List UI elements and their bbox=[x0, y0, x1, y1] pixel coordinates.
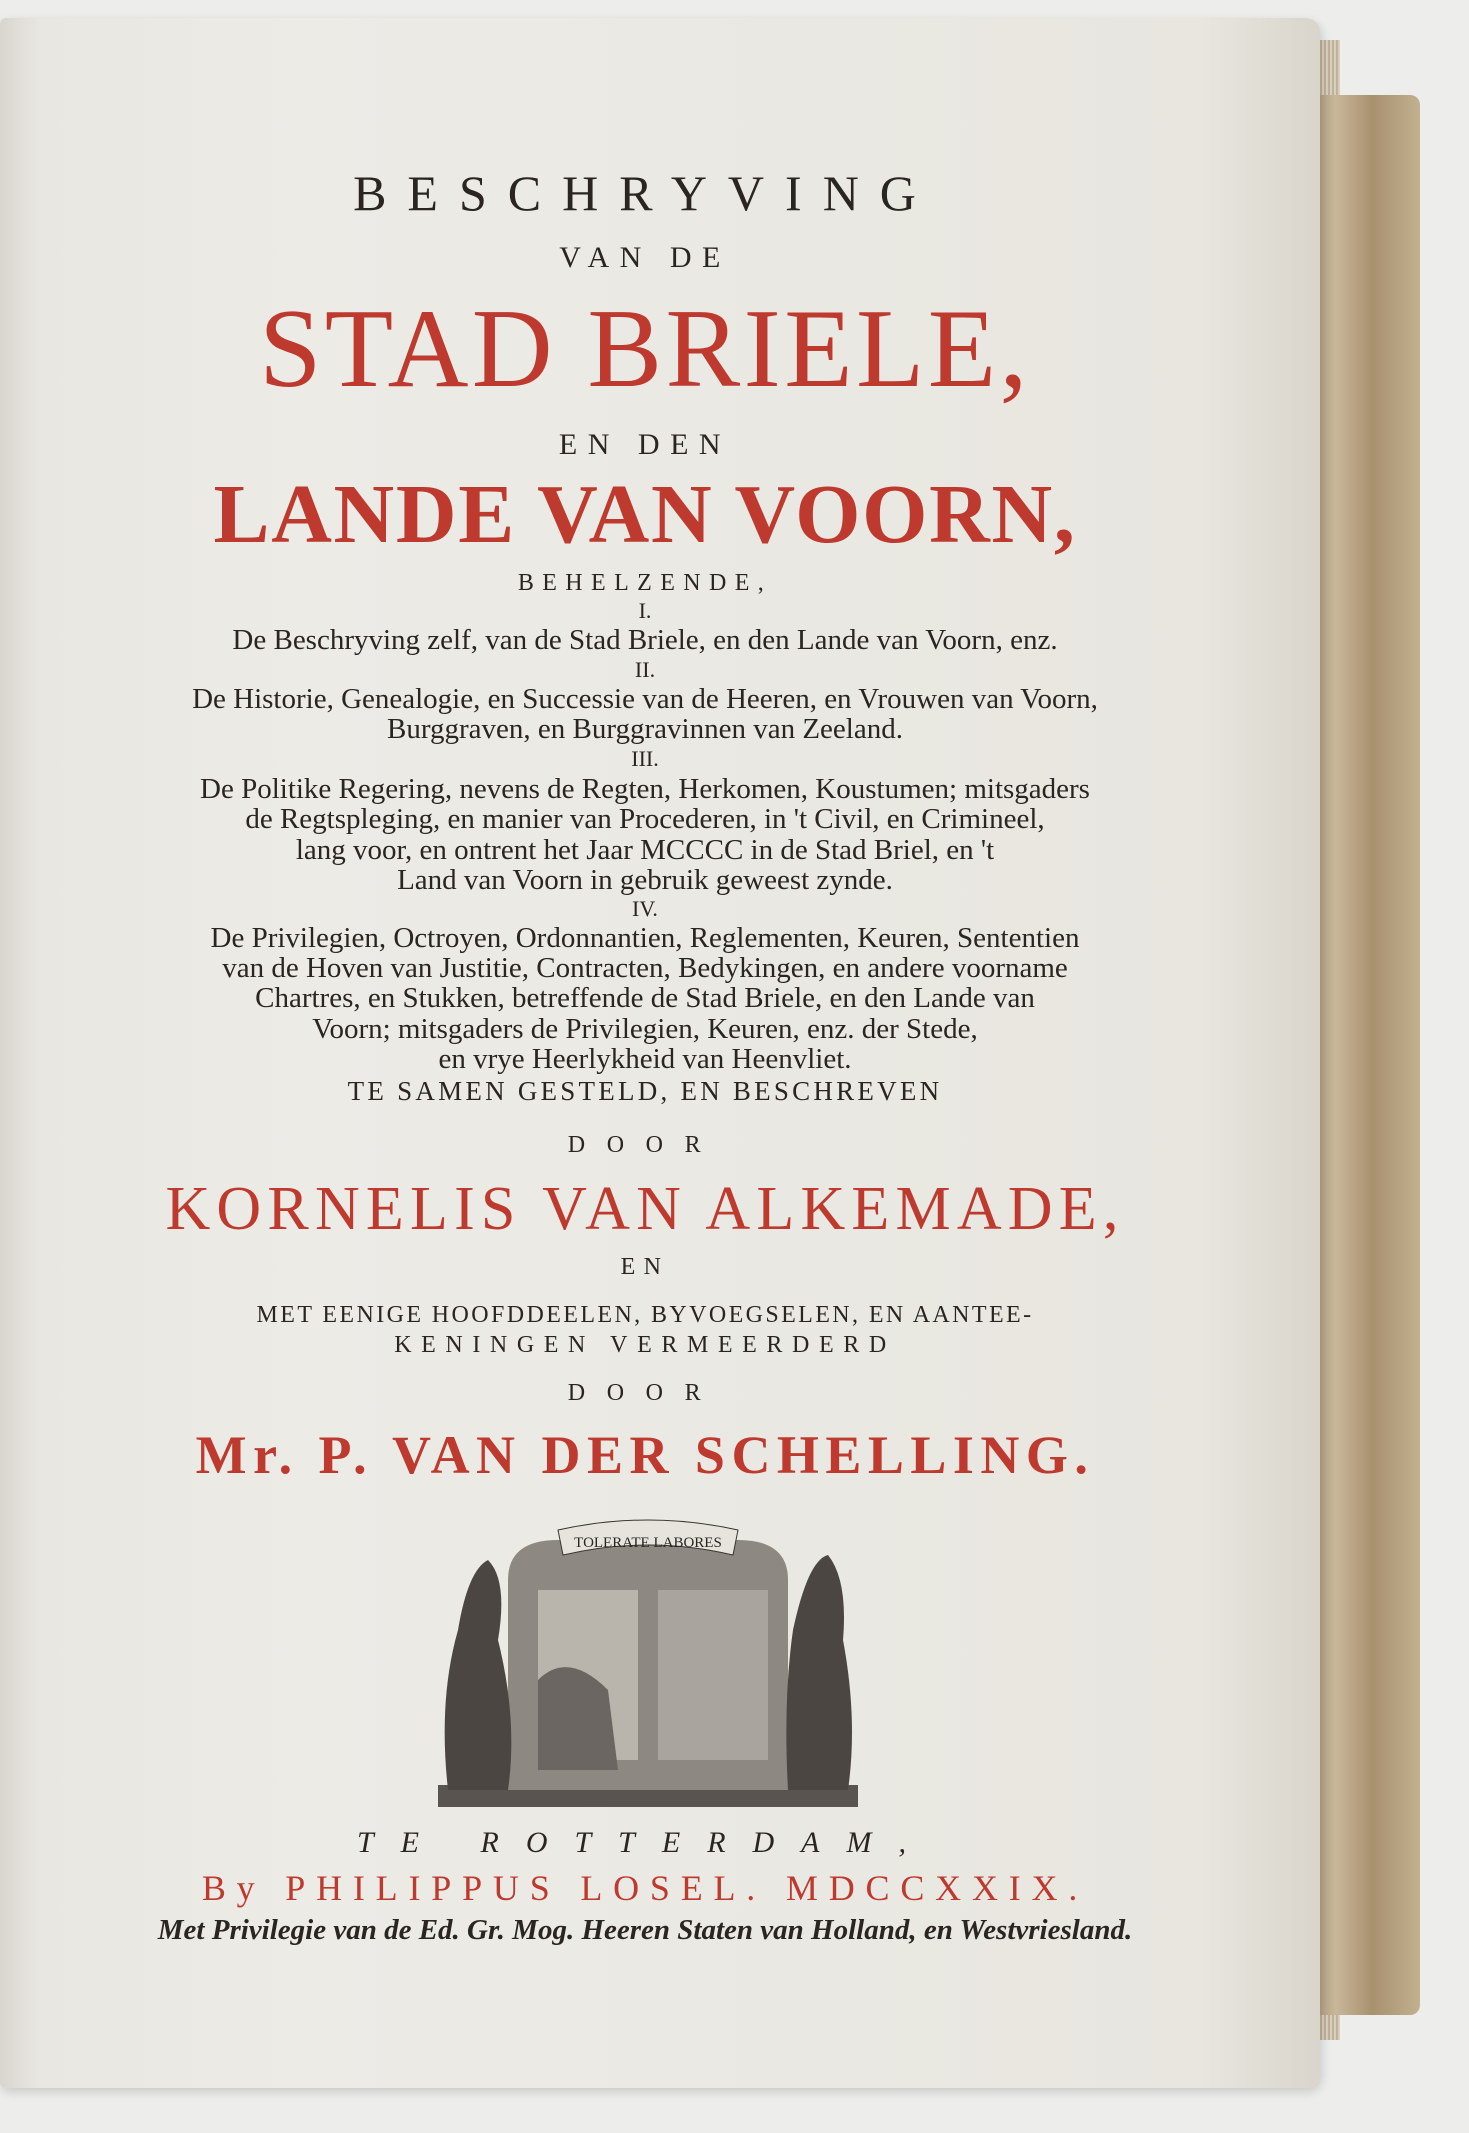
door-label: DOOR bbox=[567, 1380, 723, 1406]
author-schelling: Mr. P. VAN DER SCHELLING. bbox=[195, 1425, 1095, 1485]
additions-line: KENINGEN VERMEERDERD bbox=[394, 1332, 896, 1358]
section-line: Chartres, en Stukken, betreffende de Stad Briele, en den Lande van bbox=[255, 982, 1035, 1014]
section-line: lang voor, en ontrent het Jaar MCCCC in de Stad Briel, en 't bbox=[295, 834, 995, 866]
title-van-de: VAN DE bbox=[559, 241, 731, 274]
section-line: Burggraven, en Burggravinnen van Zeeland. bbox=[387, 713, 903, 745]
section-line: De Beschryving zelf, van de Stad Briele, en den Lande van Voorn, enz. bbox=[232, 624, 1058, 656]
figure-minerva bbox=[445, 1560, 512, 1790]
door-label: DOOR bbox=[567, 1132, 723, 1158]
vignette-right-scene bbox=[658, 1590, 768, 1760]
section-line: van de Hoven van Justitie, Contracten, Bedykingen, en andere voorname bbox=[222, 952, 1068, 984]
section-line: en vrye Heerlykheid van Heenvliet. bbox=[438, 1043, 852, 1075]
title-en-den: EN DEN bbox=[558, 428, 732, 461]
title-beschryving: BESCHRYVING bbox=[353, 165, 937, 221]
section-line: Voorn; mitsgaders de Privilegien, Keuren, enz. der Stede, bbox=[312, 1013, 978, 1045]
section-line: De Politike Regering, nevens de Regten, Herkomen, Koustumen; mitsgaders bbox=[200, 773, 1090, 805]
motto-text: TOLERATE LABORES bbox=[574, 1535, 722, 1551]
section-line: Land van Voorn in gebruik geweest zynde. bbox=[397, 864, 893, 896]
section-numeral: I. bbox=[638, 598, 652, 623]
imprint-privilege: Met Privilegie van de Ed. Gr. Mog. Heeren Staten van Holland, en Westvriesland. bbox=[157, 1914, 1133, 1946]
title-behelzende: BEHELZENDE, bbox=[517, 570, 773, 596]
title-stad-briele: STAD BRIELE, bbox=[259, 287, 1031, 411]
section-line: De Historie, Genealogie, en Successie van de Heeren, en Vrouwen van Voorn, bbox=[192, 683, 1098, 715]
imprint-place: TE ROTTERDAM, bbox=[357, 1826, 933, 1859]
section-line: de Regtspleging, en manier van Procederen, in 't Civil, en Crimineel, bbox=[245, 803, 1045, 835]
section-numeral: III. bbox=[631, 746, 659, 771]
en-label: EN bbox=[620, 1254, 670, 1280]
engraved-vignette bbox=[418, 1500, 878, 1815]
title-page bbox=[0, 18, 1320, 2088]
section-line: De Privilegien, Octroyen, Ordonnantien, Reglementen, Keuren, Sententien bbox=[210, 922, 1080, 954]
additions-line: MET EENIGE HOOFDDEELEN, BYVOEGSELEN, EN AANTEE- bbox=[256, 1302, 1034, 1328]
author-alkemade: KORNELIS VAN ALKEMADE, bbox=[165, 1175, 1125, 1243]
compiled-by: TE SAMEN GESTELD, EN BESCHREVEN bbox=[347, 1076, 943, 1106]
imprint-publisher: By PHILIPPUS LOSEL. MDCCXXIX. bbox=[201, 1868, 1089, 1908]
title-lande-van-voorn: LANDE VAN VOORN, bbox=[213, 468, 1077, 561]
section-numeral: II. bbox=[634, 657, 656, 682]
section-numeral: IV. bbox=[632, 896, 658, 921]
figure-justice bbox=[786, 1555, 852, 1790]
